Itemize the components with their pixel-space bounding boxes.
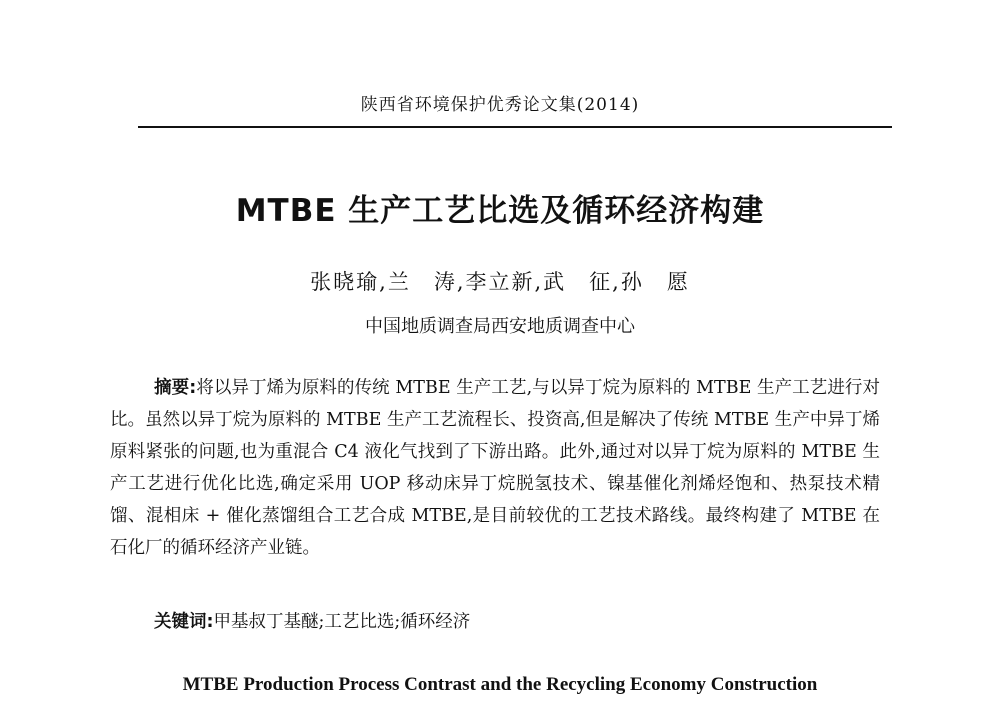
author-list: 张晓瑜,兰 涛,李立新,武 征,孙 愿 xyxy=(310,270,690,294)
keywords xyxy=(154,608,470,633)
keywords-text: 甲基叔丁基醚;工艺比选;循环经济 xyxy=(213,612,471,632)
abstract-text: 将以异丁烯为原料的传统 MTBE 生产工艺,与以异丁烷为原料的 MTBE 生产工艺进行对比。虽然以异丁烷为原料的 MTBE 生产工艺流程长、投资高,但是解决了传统 MTBE 生产中异丁烯原料紧张的问题,也为重混合 C4 液化气找到了下游出路。此外,通过对以异丁烷为原料的 MTBE 生产工艺进行优化比选,确定采用 UOP 移动床异丁烷脱氢技术、镍基催化剂烯烃饱和、热泵技术精馏、混相床 + 催化蒸馏组合工艺合成 MTBE,是目前较优的工艺技术路线。最终构建了 MTBE 在石化厂的循环经济产业链。 xyxy=(110,378,880,558)
abstract-label: 摘要: xyxy=(154,378,197,398)
abstract xyxy=(110,372,880,564)
affiliation: 中国地质调查局西安地质调查中心 xyxy=(365,316,635,337)
header-rule xyxy=(138,126,892,128)
keywords-label: 关键词: xyxy=(154,612,214,632)
running-header: 陕西省环境保护优秀论文集(2014) xyxy=(360,95,640,115)
paper-title: MTBE 生产工艺比选及循环经济构建 xyxy=(235,193,765,229)
english-title: MTBE Production Process Contrast and the Recycling Economy Construction xyxy=(182,674,818,695)
